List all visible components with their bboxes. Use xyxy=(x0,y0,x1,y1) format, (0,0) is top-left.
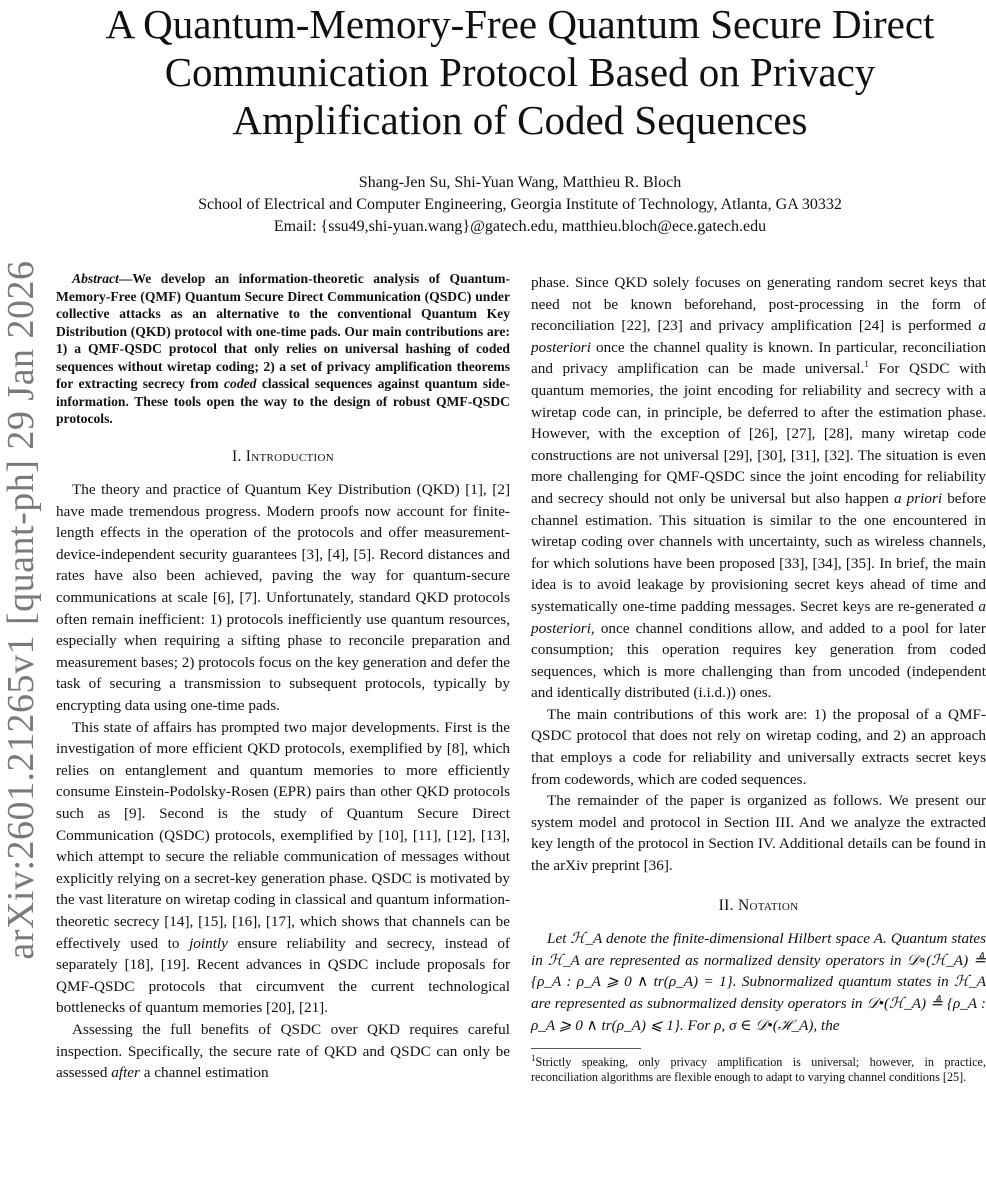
arxiv-sidebar xyxy=(0,260,42,960)
paper-title xyxy=(50,0,986,144)
intro-paragraph xyxy=(56,479,510,717)
email-line: Email: {ssu49,shi-yuan.wang}@gatech.edu, matthieu.bloch@ece.gatech.edu xyxy=(273,218,767,235)
intro-paragraph xyxy=(56,1019,510,1084)
section-heading-notation xyxy=(531,895,986,917)
section-title: Notation xyxy=(737,896,799,914)
abstract xyxy=(56,270,510,428)
section-number: II. xyxy=(718,896,738,914)
body-paragraph xyxy=(531,790,986,876)
body-emphasis: a priori xyxy=(893,489,943,507)
intro-emphasis: after xyxy=(111,1064,140,1082)
body-emphasis: a posteriori xyxy=(531,317,986,356)
section-heading-introduction xyxy=(56,446,510,468)
body-text: The remainder of the paper is organized as follows. We present our system model and protocol in Section III. And we analyze the extracted key length of the protocol in Section IV. Additional details can be found in the arXiv preprint [36]. xyxy=(531,792,986,875)
footnote-ref: 1 xyxy=(864,359,869,370)
title-line: Amplification of Coded Sequences xyxy=(232,97,808,143)
intro-paragraph xyxy=(56,717,510,1019)
body-text: The main contributions of this work are: 1) the proposal of a QMF-QSDC protocol that does not rely on wiretap coding, and 2) an approach that employs a code for reliability and universally extracts secret keys from codewords, which are coded sequences. xyxy=(531,705,986,788)
affiliation: School of Electrical and Computer Engineering, Georgia Institute of Technology, Atlanta, GA 30332 xyxy=(198,196,842,213)
footnote-text: Strictly speaking, only privacy amplification is universal; however, in practice, reconciliation algorithms are flexible enough to adapt to varying channel conditions [25]. xyxy=(531,1055,986,1085)
body-text: once the channel quality is known. In particular, reconciliation and privacy amplification can be made universal. xyxy=(531,338,986,378)
author-block xyxy=(50,172,986,238)
intro-emphasis: jointly xyxy=(189,934,228,952)
intro-text: This state of affairs has prompted two major developments. First is the investigation of more efficient QKD protocols, exemplified by [8], which relies on entanglement and quantum memories to more efficiently consume Einstein-Podolsky-Rosen (EPR) pairs than other QKD protocols such as [9]. Second is the study of Quantum Secure Direct Communication (QSDC) protocols, exemplified by [10], [11], [12], [13], which attempt to secure the reliable communication of messages without explicitly relying on a secret-key generation phase. QSDC is motivated by the vast literature on wiretap coding in classical and quantum information-theoretic secrecy [14], [15], [16], [17], which shows that channels can be effectively used to xyxy=(56,718,510,952)
notation-paragraph xyxy=(531,928,986,1036)
abstract-text-end: classical sequences against quantum side-information. These tools open the way to the design of robust QMF-QSDC protocols. xyxy=(56,376,510,426)
arxiv-stamp: arXiv:2601.21265v1 [quant-ph] 29 Jan 2026 xyxy=(0,260,42,960)
intro-text: ensure reliability and secrecy, instead of separately [18], [19]. Recent advances in QSDC include proposals for QMF-QSDC protocols that circumvent the current technological bottlenecks of quantum memories [20], [21]. xyxy=(56,934,510,1017)
body-text: before channel estimation. This situation is similar to the one encountered in wiretap coding over channels with uncertainty, such as wireless channels, for which solutions have been proposed [33], [34], [35]. In brief, the main idea is to avoid leakage by provisioning secret keys ahead of time and systematically one-time padding messages. Secret keys are re-generated xyxy=(531,489,986,615)
author-names: Shang-Jen Su, Shi-Yuan Wang, Matthieu R. Bloch xyxy=(358,174,682,191)
section-title: Introduction xyxy=(245,447,334,465)
body-emphasis: a posteriori xyxy=(531,597,986,637)
body-text: For QSDC with quantum memories, the joint encoding for reliability and secrecy with a wiretap code can, in principle, be deferred to after the estimation phase. However, with the exception of [26], [27], [28], many wiretap code constructions are not universal [29], [30], [31], [32]. The situation is even more challenging for QMF-QSDC since the joint encoding for reliability and secrecy should not only be universal but also happen xyxy=(531,360,986,507)
intro-text: The theory and practice of Quantum Key Distribution (QKD) [1], [2] have made tremendous progress. Modern proofs now account for finite-length effects in the operation of the protocols and offer measurement-device-independent security guarantees [3], [4], [5]. Record distances and rates have also been achieved, paving the way for quantum-secure communications at scale [6], [7]. Unfortunately, standard QKD protocols often remain inefficient: 1) protocols inefficiently use quantum resources, especially when requiring a sifting phase to reconcile preparation and measurement bases; 2) protocols focus on the key generation and defer the task of securing a transmission to subsequent protocols, typically by encrypting data using one-time pads. xyxy=(56,481,510,715)
abstract-emphasis: coded xyxy=(223,376,257,391)
body-text: phase. Since QKD solely focuses on generating random secret keys that need not be known beforehand, post-processing in the form of reconciliation [22], [23] and privacy amplification [24] is performed xyxy=(531,274,986,335)
notation-text: Let ℋ_A denote the finite-dimensional Hilbert space A. Quantum states in ℋ_A are represented as normalized density operators in 𝒟∘(ℋ_A) ≜ {ρ_A : ρ_A ⩾ 0 ∧ tr(ρ_A) = 1}. Subnormalized quantum states in ℋ_A are represented as subnormalized density operators in 𝒟•(ℋ_A) ≜ {ρ_A : ρ_A ⩾ 0 ∧ tr(ρ_A) ⩽ 1}. For ρ, σ ∈ 𝒟•(ℋ_A), the xyxy=(531,930,986,1034)
body-text: , once channel conditions allow, and added to a pool for later consumption; this operation requires key generation from coded sequences, which is more challenging than from uncoded (independent and identically distributed (i.i.d.)) ones. xyxy=(531,619,986,702)
right-column xyxy=(531,272,986,1085)
footnote-divider xyxy=(531,1048,641,1049)
title-line: Communication Protocol Based on Privacy xyxy=(164,49,876,95)
body-paragraph xyxy=(531,272,986,704)
body-paragraph xyxy=(531,704,986,790)
footnote-mark: 1 xyxy=(531,1053,536,1064)
abstract-label: Abstract xyxy=(72,271,119,286)
footnote xyxy=(531,1055,986,1085)
intro-text: Assessing the full benefits of QSDC over QKD requires careful inspection. Specifically, the secure rate of QKD and QSDC can only be assessed xyxy=(56,1020,510,1082)
intro-text: a channel estimation xyxy=(139,1064,269,1082)
abstract-text: —We develop an information-theoretic analysis of Quantum-Memory-Free (QMF) Quantum Secure Direct Communication (QSDC) under collective attacks as an alternative to the conventional Quantum Key Distribution (QKD) protocol with one-time pads. Our main contributions are: 1) a QMF-QSDC protocol that only relies on universal hashing of coded sequences without wiretap coding; 2) a set of privacy amplification theorems for extracting secrecy from xyxy=(56,271,510,391)
left-column xyxy=(56,270,510,1084)
title-line: A Quantum-Memory-Free Quantum Secure Direct xyxy=(105,1,935,47)
section-number: I. xyxy=(231,447,246,465)
